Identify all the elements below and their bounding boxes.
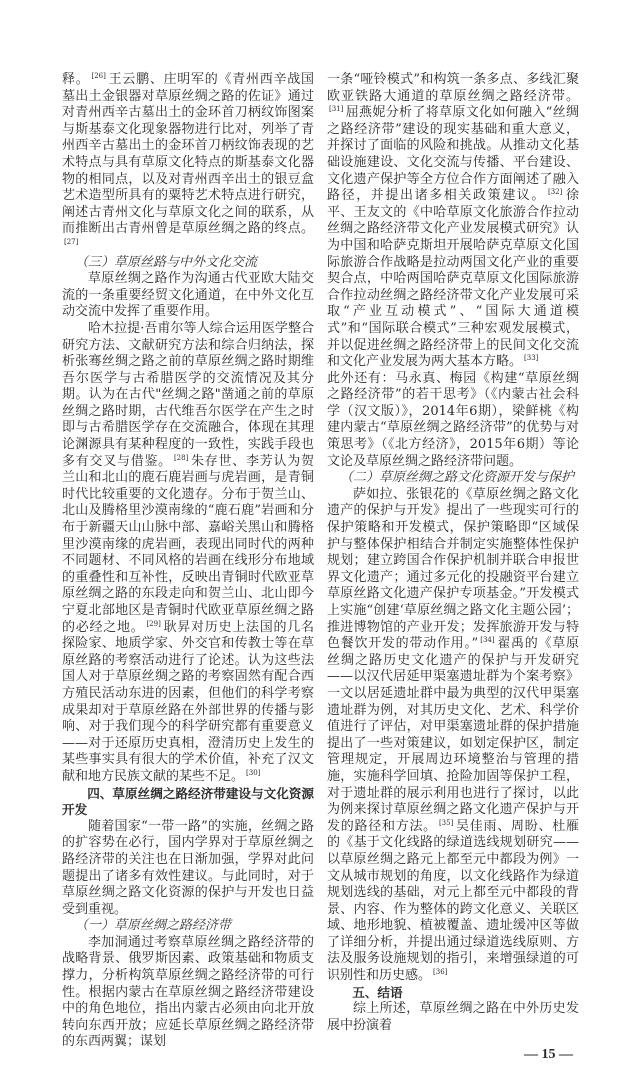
section-heading xyxy=(62,255,314,272)
paragraph xyxy=(62,935,314,1051)
text-segment: 四、草原丝绸之路经济带建设与文化资源开发 xyxy=(62,785,314,818)
text-segment: （二）草原丝绸之路文化资源开发与保护 xyxy=(340,470,575,486)
text-segment: 释。 xyxy=(62,72,90,87)
paragraph xyxy=(62,72,314,255)
text-segment: 李加洞通过考察草原丝绸之路经济带的战略背景、俄罗斯因素、政策基础和物质支撑力，分析构筑草原丝绸之路经济带的可行性。根据内蒙古在草原丝绸之路经济带建设中的角色地位，指出内蒙古必须由向北开放转向东西开放；应延长草原丝绸之路经济带的东西两翼；谋划 xyxy=(62,934,314,1050)
section-heading xyxy=(327,470,579,487)
page-number: — 15 — xyxy=(524,1047,573,1063)
paragraph xyxy=(327,487,579,985)
text-segment: 耿昇对历史上法国的几名探险家、地质学家、外交官和传教士等在草原丝路的考察活动进行了论述。认为这些法国人对于草原丝绸之路的考察固然有配合西方殖民活动东进的因素，但他们的科学考察成果却对于草原丝路在外部世界的传播与影响、对于我们现今的科学研究都有重要意义——对于还原历史真相，澄清历史上发生的某些事实具有很大的学术价值，补充了汉文献和地方民族文献的某些不足。 xyxy=(62,619,314,784)
text-segment: 屈燕妮分析了将草原文化如何融入“丝绸之路经济带”建设的现实基础和重大意义，并探讨了面临的风险和挑战。从推动文化基础设施建设、文化交流与传播、平台建设、文化遗产保护等全方位合作方面阐述了融入路径，并提出诸多相关政策建议。 xyxy=(327,105,579,204)
citation-ref: [29] xyxy=(146,619,161,628)
citation-ref: [30] xyxy=(246,768,261,777)
text-segment: 王云鹏、庄明军的《青州西辛战国墓出土金银器对草原丝绸之路的佐证》通过对青州西辛古墓出土的金环首刀柄纹饰图案与斯基泰文化现象器物进行比对，列举了青州西辛古墓出土的金环首刀柄纹饰表现的艺术特点与具有草原文化特点的斯基泰文化器物的相同点，以及对青州西辛出土的银豆盒艺术造型所具有的粟特艺术特点进行研究，阐述古青州文化与草原文化之间的联系，从而推断出古青州曾是草原丝绸之路的终点。 xyxy=(62,72,314,237)
text-segment: 草原丝绸之路作为沟通古代亚欧大陆交流的一条重要经贸文化通道，在中外文化互动交流中发挥了重要作用。 xyxy=(62,271,314,320)
text-segment: 朱存世、李芳认为贺兰山和北山的鹿石鹿岩画与虎岩画，是青铜时代比较重要的文化遗存。分布于贺兰山、北山及腾格里沙漠南缘的“鹿石鹿”岩画和分布于新疆天山山脉中部、嘉峪关黑山和腾格里沙漠南缘的虎岩画，表现出同时代的两种不同题材、不同风格的岩画在线形分布地域的重叠性和互补性，反映出青铜时代欧亚草原丝绸之路的东段走向和贺兰山、北山即今宁夏北部地区是青铜时代欧亚草原丝绸之路的必经之地。 xyxy=(62,453,314,635)
citation-ref: [36] xyxy=(433,968,448,977)
paragraph xyxy=(62,271,314,321)
section-heading xyxy=(327,985,579,1002)
citation-ref: [34] xyxy=(480,636,495,645)
citation-ref: [27] xyxy=(64,237,79,246)
paragraph xyxy=(327,72,579,371)
citation-ref: [35] xyxy=(438,818,454,827)
text-segment: （一）草原丝绸之路经济带 xyxy=(75,918,232,934)
text-segment: 吴佳雨、周盼、杜雁的《基于文化线路的绿道选线规划研究——以草原丝绸之路元上都至元中都段为例》一文从城市规划的角度，以文化线路作为绿道规划选线的基础，对元上都至元中都段的背景、内容、作为整体的跨文化意义、关联区域、地形地貌、植被覆盖、遗址缓冲区等做了详细分析，并提出通过绿道选线原则、方法及服务设施规划的指引，来增强绿道的可识别性和历史感。 xyxy=(327,818,579,984)
citation-ref: [28] xyxy=(173,453,189,462)
text-segment: 一条“哑铃模式”和构筑一条多点、多线汇聚欧亚铁路大通道的草原丝绸之路经济带。 xyxy=(327,72,579,104)
paragraph xyxy=(327,371,579,471)
left-column xyxy=(62,72,314,1051)
paragraph xyxy=(327,1001,579,1034)
paragraph xyxy=(62,321,314,786)
citation-ref: [26] xyxy=(91,72,106,80)
text-segment: 综上所述，草原丝绸之路在中外历史发展中扮演着 xyxy=(327,1001,579,1033)
citation-ref: [33] xyxy=(524,354,539,363)
text-segment: 随着国家“一带一路”的实施，丝绸之路的扩容势在必行，国内学界对于草原丝绸之路经济带的关注也在日渐加强，学界对此问题提出了诸多有效性建议。与此同时，对于草原丝绸之路文化资源的保护与开发也日益受到重视。 xyxy=(62,818,314,917)
citation-ref: [31] xyxy=(329,105,344,114)
text-segment: 徐平、王友文的《中哈草原文化旅游合作拉动丝绸之路经济带文化产业发展模式研究》认为中国和哈萨克斯坦开展哈萨克草原文化国际旅游合作战略是拉动两国文化产业的重要契合点，中哈两国哈萨克草原文化国际旅游合作拉动丝绸之路经济带文化产业发展可采取“产业互动模式”、“国际大通道模式”和“国际联合模式”三种宏观发展模式，并以促进丝绸之路经济带上的民间文化交流和文化产业发展为两大基本方略。 xyxy=(327,188,579,370)
text-segment: 翟禹的《草原丝绸之路历史文化遗产的保护与开发研究——以汉代居延甲渠塞遗址群为个案考察》一文以居延遗址群中最为典型的汉代甲渠塞遗址群为例，对其历史文化、艺术、科学价值进行了评估，对甲渠塞遗址群的保护措施提出了一些对策建议，如划定保护区，制定管理规定，开展周边环境整治与管理的措施，实施科学回填、抢险加固等保护工程，对于遗址群的展示利用也进行了探讨，以此为例来探讨草原丝绸之路文化遗产保护与开发的路径和方法。 xyxy=(327,636,579,834)
section-heading xyxy=(62,918,314,935)
right-column-content xyxy=(327,72,579,1034)
text-segment: 萨如拉、张银花的《草原丝绸之路文化遗产的保护与开发》提出了一些现实可行的保护策略和开发模式，保护策略即“区域保护与整体保护相结合并制定实施整体性保护规划；建立跨国合作保护机制并联合申报世界文化遗产；通过多元化的投融资平台建立草原丝路文化遗产保护专项基金。”开发模式上实施“创建‘草原丝绸之路文化主题公园’；推进博物馆的产业开发；发挥旅游开发与特色餐饮开发的带动作用。” xyxy=(327,486,579,652)
section-heading xyxy=(62,786,314,819)
text-segment: 哈木拉提·吾甫尔等人综合运用医学整合研究方法、文献研究方法和综合归纳法，探析张骞丝绸之路之前的草原丝绸之路时期维吾尔医学与古希腊医学的交流情况及其分期。认为在古代"丝绸之路"凿通之前的草原丝绸之路时期，古代维吾尔医学在产生之时即与古希腊医学存在交流融合，体现在其理论渊源具有某种程度的一致性，实践手段也多有交叉与借鉴。 xyxy=(62,320,314,469)
citation-ref: [32] xyxy=(548,188,563,197)
right-column xyxy=(327,72,579,1064)
paragraph xyxy=(62,819,314,919)
text-segment: 五、结语 xyxy=(352,984,403,1000)
text-segment: 此外还有：马永真、梅园《构建“草原丝绸之路经济带”的若干思考》（《内蒙古社会科学（汉文版）》，2014年6期），梁鲜桃《构建内蒙古“草原丝绸之路经济带”的优势与对策思考》（《北方经济》，2015年6期）等论文论及草原丝绸之路经济带问题。 xyxy=(327,370,579,469)
text-segment: （三）草原丝路与中外文化交流 xyxy=(75,254,258,270)
